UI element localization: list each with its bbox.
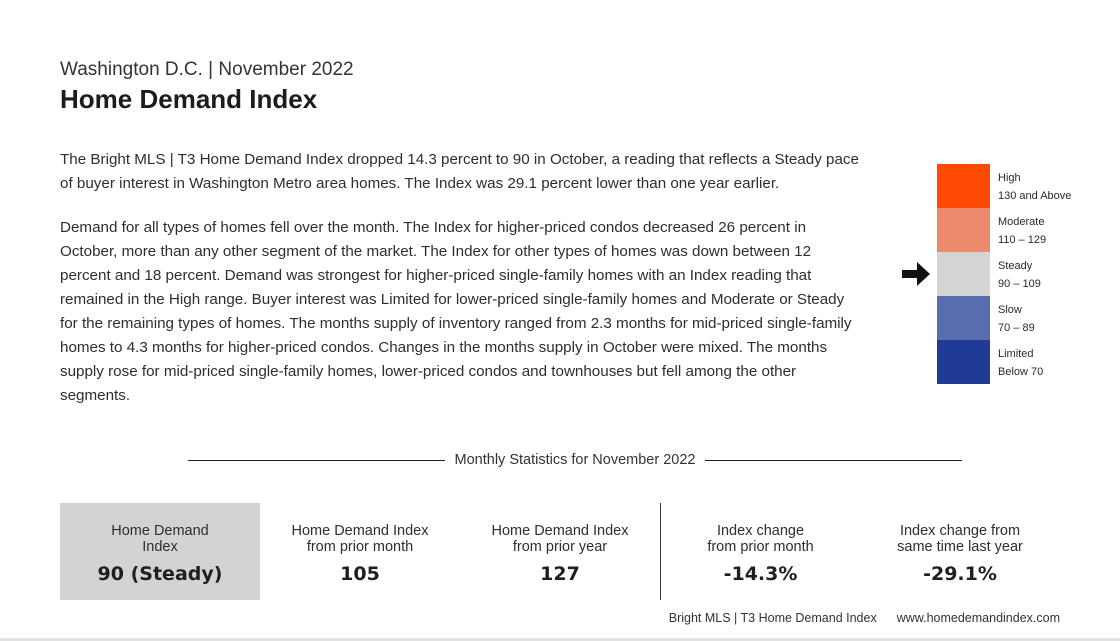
legend-item-steady xyxy=(937,252,1071,296)
stat-current-index xyxy=(60,503,260,600)
stat-value: -14.3% xyxy=(723,563,798,585)
legend-swatch-high xyxy=(937,164,990,208)
legend-item-limited xyxy=(937,340,1071,384)
footer-source: Bright MLS | T3 Home Demand Index xyxy=(668,611,877,625)
demand-level-legend xyxy=(937,164,1071,384)
footer-website-link[interactable]: www.homedemandindex.com xyxy=(896,611,1060,625)
summary-paragraph-2: Demand for all types of homes fell over the month. The Index for higher-priced condos decreased 26 percent in October, more than any other segment of the market. The Index for other types of homes was down between 12 percent and 18 percent. Demand was strongest for higher-priced single-family homes with an Index reading that remained in the High range. Buyer interest was Limited for lower-priced single-family homes and Moderate or Steady for the remaining types of homes. The months supply of inventory ranged from 2.3 months for mid-priced single-family homes to 4.3 months for higher-priced condos. Changes in the months supply in October were mixed. The months supply rose for mid-priced single-family homes, lower-priced condos and townhouses but fell among the other segments. xyxy=(60,219,852,404)
stat-label: Home Demand Index xyxy=(291,523,429,539)
stat-label: from prior month xyxy=(306,539,414,555)
legend-item-moderate xyxy=(937,208,1071,252)
legend-name: Limited xyxy=(998,348,1034,360)
legend-range: 130 and Above xyxy=(998,190,1072,202)
current-level-arrow-icon xyxy=(900,259,932,289)
stat-change-month xyxy=(660,503,860,600)
report-subtitle: Washington D.C. | November 2022 xyxy=(60,59,354,80)
legend-swatch-steady xyxy=(937,252,990,296)
stat-label: Index change from xyxy=(899,523,1021,539)
legend-item-high xyxy=(937,164,1071,208)
stat-value: 105 xyxy=(340,563,380,585)
legend-item-slow xyxy=(937,296,1071,340)
summary-paragraph-1: The Bright MLS | T3 Home Demand Index dropped 14.3 percent to 90 in October, a reading that reflects a Steady pace of buyer interest in Washington Metro area homes. The Index was 29.1 percent lower than one year earlier. xyxy=(60,151,859,192)
stat-value: 127 xyxy=(540,563,580,585)
stat-label: same time last year xyxy=(897,539,1023,555)
summary-text xyxy=(60,148,860,428)
stat-label: from prior year xyxy=(512,539,608,555)
stat-prior-year xyxy=(460,503,660,600)
stat-label: Home Demand xyxy=(111,523,209,539)
legend-name: High xyxy=(998,172,1021,184)
legend-swatch-slow xyxy=(937,296,990,340)
legend-range: 90 – 109 xyxy=(998,278,1041,290)
legend-name: Steady xyxy=(998,260,1033,272)
legend-name: Moderate xyxy=(998,216,1045,228)
stat-label: Index change xyxy=(716,523,805,539)
legend-range: 110 – 129 xyxy=(998,234,1047,246)
stat-value: -29.1% xyxy=(923,563,997,585)
page-footer xyxy=(669,611,1060,625)
legend-swatch-moderate xyxy=(937,208,990,252)
stats-heading-text: Monthly Statistics for November 2022 xyxy=(454,452,696,468)
stat-prior-month xyxy=(260,503,460,600)
legend-name: Slow xyxy=(998,304,1022,316)
heading-rule-left xyxy=(188,460,445,461)
stat-label: Home Demand Index xyxy=(491,523,629,539)
stat-label: Index xyxy=(142,539,178,555)
legend-range: 70 – 89 xyxy=(998,322,1035,334)
stat-value: 90 (Steady) xyxy=(97,563,223,585)
legend-range: Below 70 xyxy=(998,366,1044,378)
page-title: Home Demand Index xyxy=(60,84,318,114)
report-header xyxy=(60,58,354,116)
heading-rule-right xyxy=(705,460,962,461)
legend-swatch-limited xyxy=(937,340,990,384)
monthly-stats xyxy=(60,503,1060,600)
stats-heading xyxy=(188,450,962,470)
stat-label: from prior month xyxy=(707,539,814,555)
stat-change-year xyxy=(860,503,1060,600)
